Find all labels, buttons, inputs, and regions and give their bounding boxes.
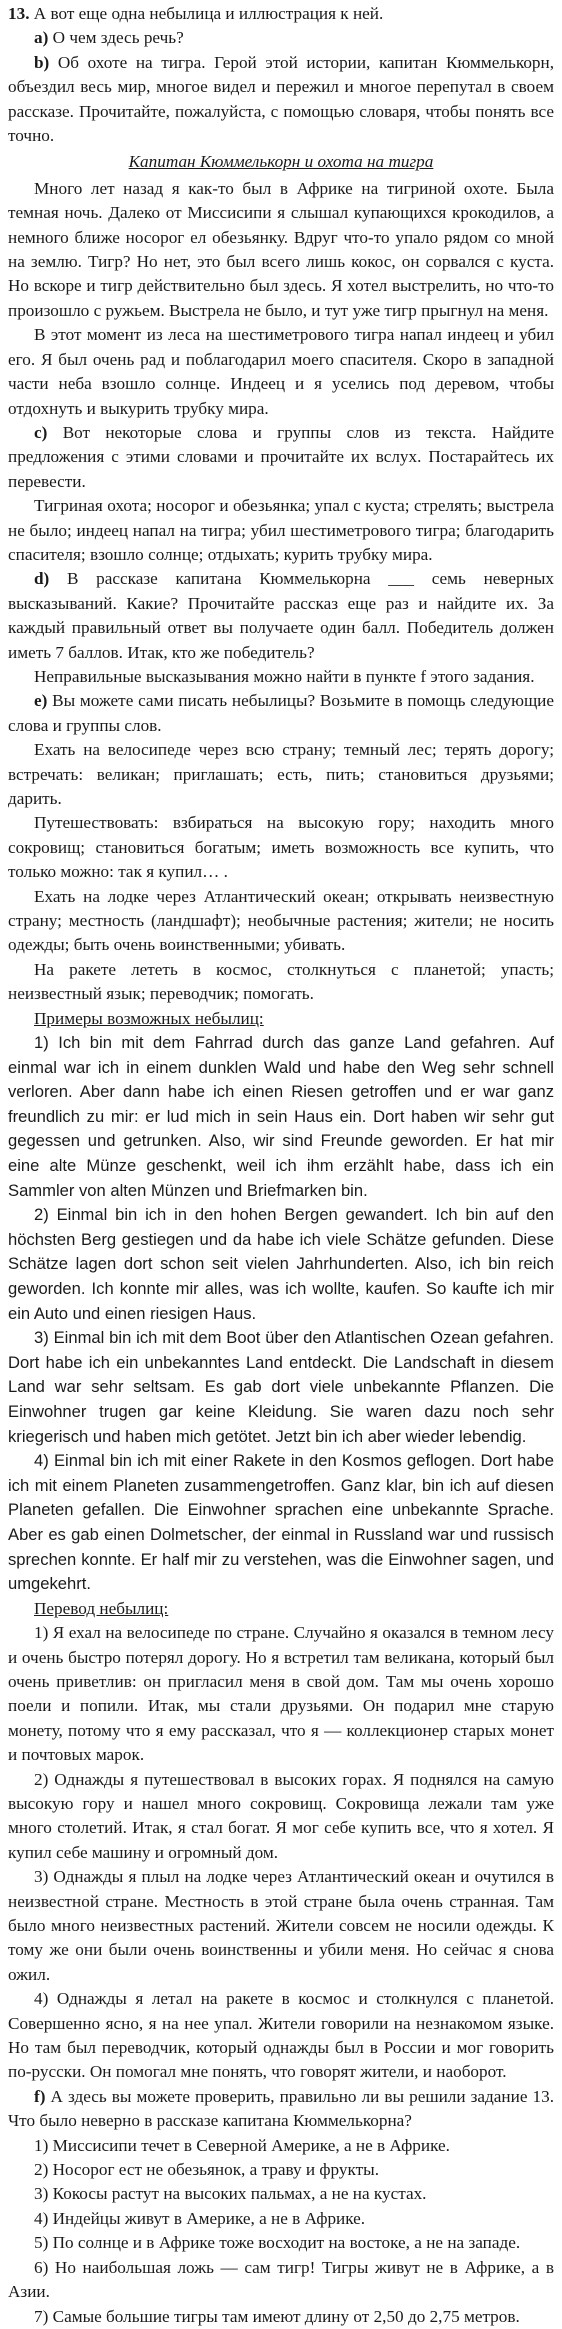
task-d-label: d) [34,569,50,589]
answer-item: 4) Индейцы живут в Америке, а не в Африке. [34,2208,366,2228]
example-story-4: 4) Einmal bin ich mit einer Rakete in den Kosmos geflogen. Dort habe ich mit einem Planeten zusammengetroffen. Ganz klar, bin ich auf diesen Planeten gefallen. Die Einwohner sprachen eine unbekannte Sprache. Aber es gab einen Dolmetscher, der einmal in Russland war und russisch sprechen konnte. Er half mir zu verstehen, was die Einwohner sagen, und umgekehrt. [8,1451,554,1594]
answer-item: 6) Но наибольшая ложь — сам тигр! Тигры живут не в Африке, а в Азии. [8,2257,554,2302]
task-a-text: О чем здесь речь? [52,28,184,48]
translation-4: 4) Однажды я летал на ракете в космос и столкнулся с планетой. Совершенно ясно, я на нее упал. Жители говорили на незнакомом языке. Но там был переводчик, который однажды был в России и мог говорить по-русски. Он помогал мне понять, что говорят жители, и наоборот. [8,1989,554,2082]
answer-item: 2) Носорог ест не обезьянок, а траву и фрукты. [34,2160,380,2180]
task-e-item: Ехать на велосипеде через всю страну; темный лес; терять дорогу; встречать: великан; приглашать; есть, пить; становиться друзьями; дарить. [8,740,554,808]
story-title: Капитан Кюммелькорн и охота на тигра [128,152,434,172]
task-e [8,689,554,738]
task-a [8,26,554,50]
exercise-number: 13. [8,4,30,23]
answer-item: 1) Миссисипи течет в Северной Америке, а не в Африке. [34,2135,450,2155]
task-e-item: Путешествовать: взбираться на высокую гору; находить много сокровищ; становиться богатым; иметь возможность все купить, что только можно: так я купил… . [8,813,554,882]
example-story-2: 2) Einmal bin ich in den hohen Bergen gewandert. Ich bin auf den höchsten Berg gestiegen und da habe ich viele Schätze gefunden. Diese Schätze lagen dort schon seit vielen Jahrhunderten. Also, ich bin reich geworden. Ich konnte mir alles, was ich wollte, kaufen. So kaufte ich mir ein Auto und einen riesigen Haus. [8,1205,554,1323]
task-c [8,421,554,494]
task-c-text: Вот некоторые слова и группы слов из текста. Найдите предложения с этими словами и прочитайте их вслух. Постарайтесь их перевести. [8,422,554,491]
example-story-1: 1) Ich bin mit dem Fahrrad durch das ganze Land gefahren. Auf einmal war ich in einem dunklen Wald und habe den Weg sehr schnell verloren. Aber dann habe ich einen Riesen getroffen und er war ganz freundlich zu mir: er lud mich in sein Haus ein. Dort haben wir sehr gut gegessen und getrunken. Also, wir sind Freunde geworden. Er hat mir eine alte Münze geschenkt, weil ich ihm erzählt habe, dass ich ein Sammler von alten Münzen und Briefmarken bin. [8,1033,554,1200]
answer-item: 5) По солнце и в Африке тоже восходит на востоке, а не на западе. [34,2233,521,2253]
translation-heading: Перевод небылиц: [34,1598,169,1618]
task-c-words: Тигриная охота; носорог и обезьянка; упал с куста; стрелять; выстрела не было; индеец напал на тигра; убил шестиметрового тигра; благодарить спасителя; взошло солнце; отдыхать; курить трубку мира. [8,496,554,564]
task-c-label: c) [34,422,48,442]
task-b [8,51,554,149]
exercise-intro [8,2,554,26]
example-story-3: 3) Einmal bin ich mit dem Boot über den Atlantischen Ozean gefahren. Dort habe ich ein unbekanntes Land entdeckt. Die Landschaft in diesem Land war sehr seltsam. Es gab dort viele unbekannte Pflanzen. Die Einwohner trugen gar keine Kleidung. Sie waren dazu noch sehr kriegerisch und haben mich getötet. Jetzt bin ich aber wieder lebendig. [8,1328,554,1446]
answer-item: 3) Кокосы растут на высоких пальмах, а не на кустах. [34,2184,427,2204]
task-f [8,2085,554,2134]
examples-heading: Примеры возможных небылиц: [34,1008,264,1028]
task-e-text: Вы можете сами писать небылицы? Возьмите в помощь следующие слова и группы слов. [8,691,555,735]
task-e-item: На ракете лететь в космос, столкнуться с планетой; упасть; неизвестный язык; переводчик; помогать. [8,959,554,1004]
task-e-item: Ехать на лодке через Атлантический океан; открывать неизвестную страну; местность (ландшафт); необычные растения; жители; не носить одежды; быть очень воинственными; убивать. [8,886,554,955]
translation-3: 3) Однажды я плыл на лодке через Атлантический океан и очутился в неизвестной стране. Местность в этой стране была очень странная. Там было много неизвестных растений. Жители совсем не носили одежды. К тому же они были очень воинственны и убили меня. Но сейчас я снова ожил. [8,1867,554,1984]
task-b-label: b) [34,52,50,72]
task-d-text: В рассказе капитана Кюммелькорна ___ семь неверных высказываний. Какие? Прочитайте рассказ еще раз и найдите их. За каждый правильный ответ вы получаете один балл. Победитель должен иметь 7 баллов. Итак, кто же победитель? [8,569,554,662]
story-paragraph-2: В этот момент из леса на шестиметрового тигра напал индеец и убил его. Я был очень рад и поблагодарил моего спасителя. Скоро в западной части неба взошло солнце. Индеец и я уселись под деревом, чтобы отдохнуть и выкурить трубку мира. [8,325,554,418]
translation-1: 1) Я ехал на велосипеде по стране. Случайно я оказался в темном лесу и очень быстро потерял дорогу. Но я встретил там великана, который был очень приветлив: он пригласил меня в свой дом. Там мы очень хорошо поели и попили. Итак, мы стали друзьями. Он подарил мне старую монету, потому что я ему рассказал, что я — коллекционер старых монет и почтовых марок. [8,1623,554,1765]
translation-2: 2) Однажды я путешествовал в высоких горах. Я поднялся на самую высокую гору и нашел много сокровищ. Сокровища лежали там уже много столетий. Итак, я стал богат. Я мог себе купить все, что я хотел. Я купил себе машину и огромный дом. [8,1769,554,1862]
task-a-label: a) [34,28,49,48]
answer-item: 7) Самые большие тигры там имеют длину от 2,50 до 2,75 метров. [34,2306,520,2326]
task-d-note: Неправильные высказывания можно найти в пункте f этого задания. [34,666,535,686]
task-b-text: Об охоте на тигра. Герой этой истории, капитан Кюммелькорн, объездил весь мир, многое видел и пережил и многое перепутал в своем рассказе. Прочитайте, пожалуйста, с помощью словаря, чтобы понять все точно. [8,52,554,146]
task-f-text: А здесь вы можете проверить, правильно ли вы решили задание 13. Что было неверно в рассказе капитана Кюммелькорна? [8,2086,554,2131]
task-e-label: e) [34,691,48,711]
story-paragraph-1: Много лет назад я как-то был в Африке на тигриной охоте. Была темная ночь. Далеко от Миссисипи я слышал купающихся крокодилов, а немного ближе носорог ел обезьянку. Вдруг что-то упало рядом со мной на землю. Тигр? Но нет, это был всего лишь кокос, он сорвался с куста. Но вскоре и тигр действительно был здесь. Я хотел выстрелить, но что-то произошло с ружьем. Выстрела не было, и тут уже тигр прыгнул на меня. [8,178,554,320]
task-f-label: f) [34,2086,46,2106]
task-d [8,567,554,665]
exercise-intro-text: А вот еще одна небылица и иллюстрация к ней. [33,4,384,23]
